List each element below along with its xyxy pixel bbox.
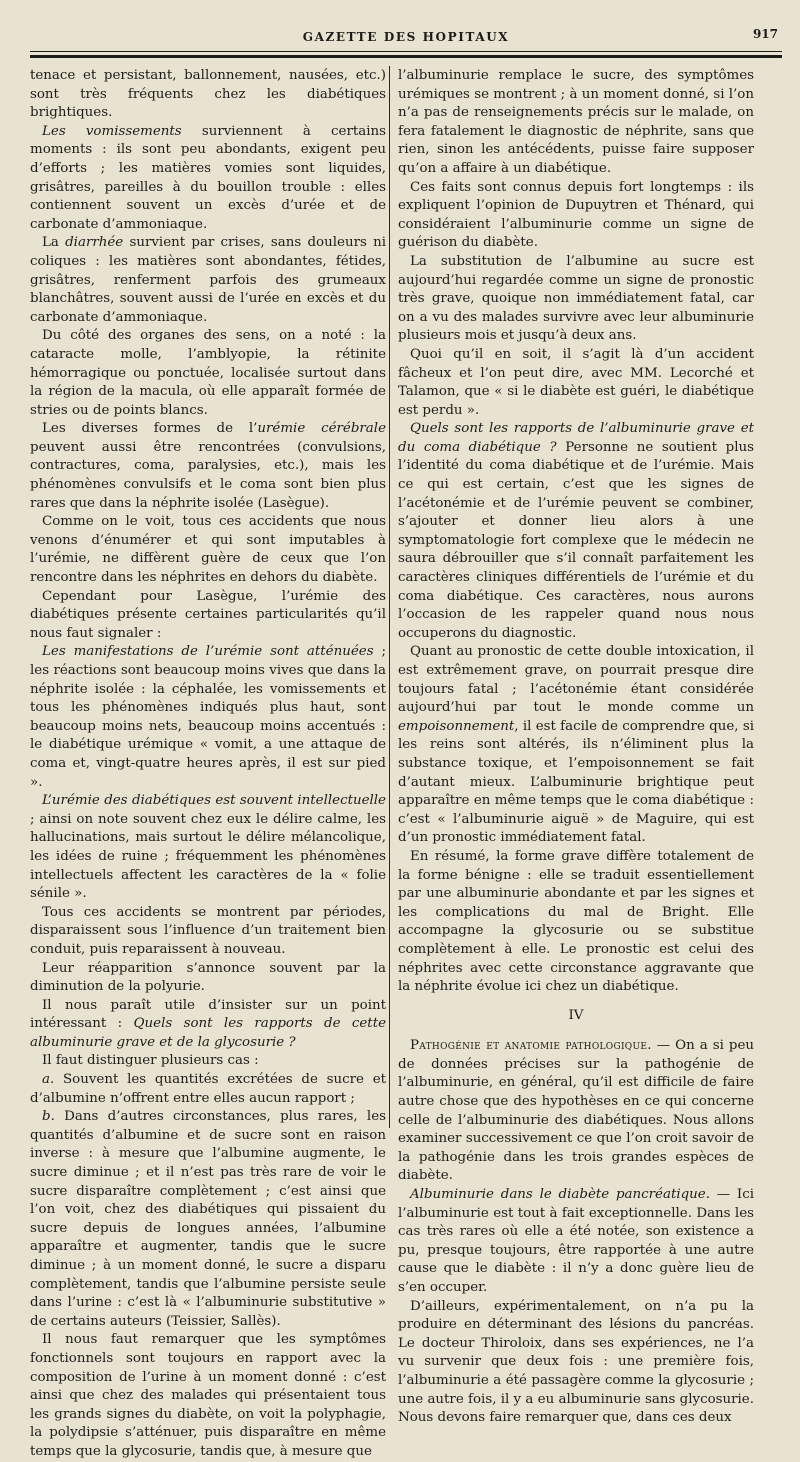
- paragraph: La substitution de l’albumine au sucre est aujourd’hui regardée comme un signe de pronostic très grave, quoique non immédiatement fatal, car on a vu des malades survivre avec leur albuminurie plusieurs mois et jusqu’à deux ans.: [398, 253, 754, 344]
- paragraph: L’urémie des diabétiques est souvent intellectuelle ; ainsi on note souvent chez eux le délire calme, les hallucinations, mais surtout le délire mélancolique, les idées de ruine ; fréquemment les phénomènes intellectuels affectent les caractères de la « folie sénile ».: [30, 793, 386, 902]
- section-heading: IV: [568, 1007, 584, 1023]
- paragraph: Tous ces accidents se montrent par périodes, disparaissent sous l’influence d’un traitement bien conduit, puis reparaissent à nouveau.: [30, 904, 386, 957]
- paragraph: Il nous paraît utile d’insister sur un point intéressant : Quels sont les rapports de cette albuminurie grave et de la glycosurie ?: [30, 997, 386, 1050]
- paragraph: Quoi qu’il en soit, il s’agit là d’un accident fâcheux et l’on peut dire, avec MM. Lecorché et Talamon, que « si le diabète est guéri, le diabétique est perdu ».: [398, 346, 754, 418]
- paragraph: Comme on le voit, tous ces accidents que nous venons d’énumérer et qui sont imputables à l’urémie, ne diffèrent guère de ceux que l’on rencontre dans les néphrites en dehors du diabète.: [30, 514, 386, 586]
- paragraph: La diarrhée survient par crises, sans douleurs ni coliques : les matières sont abondantes, fétides, grisâtres, renferment parfois des grumeaux blanchâtres, souvent aussi de l’urée en excès et du carbonate d’ammoniaque.: [30, 235, 386, 325]
- paragraph: D’ailleurs, expérimentalement, on n’a pu la produire en déterminant des lésions du pancréas. Le docteur Thiroloix, dans ses expériences, ne l’a vu survenir que deux fois : une première fois, l’albuminurie a été passagère comme la glycosurie ; une autre fois, il y a eu albuminurie sans glycosurie. Nous devons faire remarquer que, dans ces deux: [398, 1298, 754, 1426]
- left-column: [30, 67, 386, 1459]
- paragraph: Albuminurie dans le diabète pancréatique. — Ici l’albuminurie est tout à fait exceptionnelle. Dans les cas très rares où elle a été notée, son existence a pu, presque toujours, être rapportée à une autre cause que le diabète : il n’y a donc guère lieu de s’en occuper.: [398, 1187, 754, 1295]
- header-rule-thick: [30, 55, 782, 58]
- page-header: [30, 27, 782, 47]
- paragraph: Les diverses formes de l’urémie cérébrale peuvent aussi être rencontrées (convulsions, contractures, coma, paralysies, etc.), mais les phénomènes convulsifs et le coma sont bien plus rares que dans la néphrite isolée (Lasègue).: [30, 421, 386, 511]
- column-divider: [389, 66, 390, 1128]
- right-column: [398, 67, 754, 1426]
- paragraph: l’albuminurie remplace le sucre, des symptômes urémiques se montrent ; à un moment donné, si l’on n’a pas de renseignements précis sur le malade, on fera fatalement le diagnostic de néphrite, sans que rien, sinon les antécédents, puisse faire supposer qu’on a affaire à un diabétique.: [398, 68, 754, 176]
- paragraph: tenace et persistant, ballonnement, nausées, etc.) sont très fréquents chez les diabétiques brightiques.: [30, 68, 386, 121]
- paragraph: Leur réapparition s’annonce souvent par la diminution de la polyurie.: [30, 960, 386, 995]
- page-number: 917: [752, 27, 778, 41]
- paragraph: Il faut distinguer plusieurs cas :: [42, 1053, 259, 1069]
- paragraph: Quels sont les rapports de l’albuminurie grave et du coma diabétique ? Personne ne soutient plus l’identité du coma diabétique et de l’urémie. Mais ce qui est certain, c’est que les signes de l’acétonémie et de l’urémie peuvent se combiner, s’ajouter et donner lieu alors à une symptomatologie fort complexe que le médecin ne saura débrouiller que s’il connaît parfaitement les caractères cliniques différentiels de l’urémie et du coma diabétique. Ces caractères, nous aurons l’occasion de les rappeler quand nous nous occuperons du diagnostic.: [398, 421, 754, 641]
- paragraph: a. Souvent les quantités excrétées de sucre et d’albumine n’offrent entre elles aucun rapport ;: [30, 1072, 386, 1106]
- paragraph: Cependant pour Lasègue, l’urémie des diabétiques présente certaines particularités qu’il nous faut signaler :: [30, 588, 386, 641]
- paragraph: Pathogénie et anatomie pathologique. — On a si peu de données précises sur la pathogénie de l’albuminurie, en général, qu’il est difficile de faire autre chose que des hypothèses en ce qui concerne celle de l’albuminurie des diabétiques. Nous allons examiner successivement ce que l’on croit savoir de la pathogénie dans les trois grandes espèces de diabète.: [398, 1038, 754, 1184]
- running-title: GAZETTE DES HOPITAUX: [302, 30, 510, 44]
- paragraph: b. Dans d’autres circonstances, plus rares, les quantités d’albumine et de sucre sont en raison inverse : à mesure que l’albumine augmente, le sucre diminue ; et il n’est pas très rare de voir le sucre disparaître complètement ; c’est ainsi que l’on voit, chez des diabétiques qui pissaient du sucre depuis de longues années, l’albumine apparaître et augmenter, tandis que le sucre diminue ; à un moment donné, le sucre a disparu complètement, tandis que l’albumine persiste seule dans l’urine : c’est là « l’albuminurie substitutive » de certains auteurs (Teissier, Sallès).: [30, 1109, 386, 1329]
- paragraph: Il nous faut remarquer que les symptômes fonctionnels sont toujours en rapport avec la composition de l’urine à un moment donné : c’est ainsi que chez des malades qui présentaient tous les grands signes du diabète, on voit la polyphagie, la polydipsie s’atténuer, puis disparaître en même temps que la glycosurie, tandis que, à mesure que: [30, 1332, 386, 1459]
- header-rule-thin: [30, 51, 782, 52]
- paragraph: Les vomissements surviennent à certains moments : ils sont peu abondants, exigent peu d’efforts ; les matières vomies sont liquides, grisâtres, pareilles à du bouillon trouble : elles contiennent souvent un excès d’urée et de carbonate d’ammoniaque.: [30, 123, 386, 232]
- paragraph: Du côté des organes des sens, on a noté : la cataracte molle, l’amblyopie, la rétinite hémorragique ou ponctuée, localisée surtout dans la région de la macula, où elle apparaît formée de stries ou de points blancs.: [30, 328, 386, 418]
- paragraph: Quant au pronostic de cette double intoxication, il est extrêmement grave, on pourrait presque dire toujours fatal ; l’acétonémie étant considérée aujourd’hui par tout le monde comme un empoisonnement, il est facile de comprendre que, si les reins sont altérés, ils n’éliminent plus la substance toxique, et l’empoisonnement se fait d’autant mieux. L’albuminurie brightique peut apparaître en même temps que le coma diabétique : c’est « l’albuminurie aiguë » de Maguire, qui est d’un pronostic immédiatement fatal.: [398, 644, 754, 846]
- paragraph: En résumé, la forme grave diffère totalement de la forme bénigne : elle se traduit essentiellement par une albuminurie abondante et par les signes et les complications du mal de Bright. Elle accompagne la glycosurie ou se substitue complètement à elle. Le pronostic est celui des néphrites avec cette circonstance aggravante que la néphrite évolue ici chez un diabétique.: [398, 848, 754, 995]
- paragraph: Les manifestations de l’urémie sont atténuées ; les réactions sont beaucoup moins vives que dans la néphrite isolée : la céphalée, les vomissements et tous les phénomènes indiqués plus haut, sont beaucoup moins nets, beaucoup moins accentués : le diabétique urémique « vomit, a une attaque de coma et, vingt-quatre heures après, il est sur pied ».: [30, 644, 386, 790]
- paragraph: Ces faits sont connus depuis fort longtemps : ils expliquent l’opinion de Dupuytren et Thénard, qui considéraient l’albuminurie comme un signe de guérison du diabète.: [398, 179, 754, 251]
